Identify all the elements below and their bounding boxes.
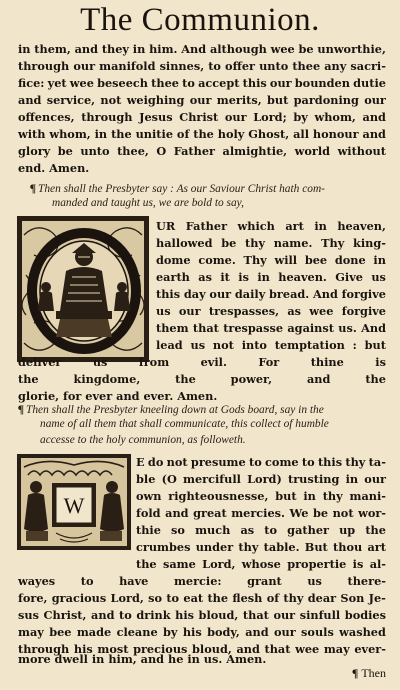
pilcrow-mark: ¶ (30, 181, 36, 195)
word: precious (133, 642, 188, 656)
word: (O (161, 472, 177, 486)
word: thine (310, 355, 344, 369)
text-line (136, 472, 386, 486)
word: thee (151, 76, 179, 90)
word: our (273, 625, 296, 639)
word: under (195, 540, 234, 554)
word: But (304, 540, 328, 554)
word: thie (136, 523, 161, 537)
word: washed (339, 625, 386, 639)
word: Father (173, 144, 215, 158)
word: the (365, 372, 386, 386)
word: may (18, 625, 44, 639)
woodcut-w-ornament (16, 453, 132, 551)
word: the (175, 372, 196, 386)
word: us (156, 304, 171, 318)
word: into (241, 338, 267, 352)
word: : (352, 338, 357, 352)
word: there- (347, 574, 386, 588)
text-line (136, 506, 386, 520)
page-title: The Communion. (80, 2, 320, 38)
text-line (156, 219, 386, 233)
text-line (18, 574, 386, 588)
text-line (18, 127, 386, 141)
word: Father (185, 219, 228, 233)
word: bodies (344, 608, 386, 622)
word: our (224, 110, 247, 124)
word: power, (230, 372, 273, 386)
word: ble (136, 472, 156, 486)
word: made (76, 625, 112, 639)
word: bloud, (192, 642, 232, 656)
word: UR (156, 219, 176, 233)
word: Ghost, (248, 127, 290, 141)
word: whom, (314, 110, 356, 124)
text-line (136, 540, 386, 554)
word: and (362, 127, 386, 141)
word: our (189, 93, 212, 107)
word: with (18, 127, 46, 141)
word: this (317, 455, 343, 469)
word: honour (312, 127, 359, 141)
text-line (156, 236, 386, 250)
word: to (301, 455, 315, 469)
text-line (18, 608, 386, 622)
text-line (18, 110, 386, 124)
word: be (221, 236, 237, 250)
text-line (136, 523, 386, 537)
word: Lord, (110, 591, 144, 605)
word: unto (80, 144, 110, 158)
word: to (264, 523, 278, 537)
word: flesh (232, 591, 263, 605)
word: although (209, 42, 267, 56)
word: Thy (321, 236, 345, 250)
word: Thy (243, 253, 267, 267)
word: thee (292, 59, 321, 73)
word: whom, (49, 127, 91, 141)
word: For (258, 355, 280, 369)
word: wee (295, 642, 320, 656)
word: gather (287, 523, 329, 537)
word: to (248, 455, 262, 469)
word: is (238, 270, 249, 284)
word: Lord, (202, 557, 236, 571)
word: us. (338, 321, 357, 335)
word: through (18, 642, 70, 656)
text-line (136, 455, 386, 469)
pilcrow-mark: ¶ (18, 402, 24, 416)
word: beseech (97, 76, 148, 90)
text-line (18, 144, 386, 158)
word: forgive (341, 287, 386, 301)
word: world (294, 144, 331, 158)
word: king- (353, 236, 386, 250)
text-line (136, 557, 386, 571)
text-line (18, 355, 386, 369)
word: this (156, 287, 181, 301)
word: thy (345, 455, 366, 469)
word: O (156, 144, 167, 158)
word: propertie (287, 557, 347, 571)
word: forgive (341, 304, 386, 318)
word: And (313, 287, 338, 301)
word: thy (322, 489, 343, 503)
word: all (293, 127, 310, 141)
word: to (119, 608, 132, 622)
pilcrow-mark: ¶ (351, 666, 359, 680)
word: fore, (18, 591, 48, 605)
text-line (18, 591, 386, 605)
word: and (18, 93, 42, 107)
text-line (18, 372, 386, 386)
word: dutie (353, 76, 386, 90)
word: wayes (18, 574, 56, 588)
word: And (181, 42, 207, 56)
word: as (240, 523, 255, 537)
word: that (192, 321, 219, 335)
word: thou (333, 540, 363, 554)
woodcut-o-illustration (16, 215, 150, 363)
word: eat (183, 591, 204, 605)
word: And (361, 321, 386, 335)
word: temptation (274, 338, 345, 352)
word: service, (46, 93, 96, 107)
text-line (18, 76, 386, 90)
word: our (364, 472, 386, 486)
word: offences, (18, 110, 75, 124)
word: through (81, 110, 133, 124)
word: is (375, 355, 386, 369)
word: our (273, 608, 296, 622)
word: wee (309, 304, 334, 318)
word: grant (247, 574, 282, 588)
rubric-line: Then shall the Presbyter say : As our Saviour Christ hath com- (38, 183, 325, 195)
word: our (209, 287, 232, 301)
word: most (97, 642, 129, 656)
word: from (138, 355, 170, 369)
word: Christ, (43, 608, 87, 622)
word: souls (301, 625, 334, 639)
text-line (18, 42, 386, 56)
word: thy (238, 540, 259, 554)
word: deliver (18, 355, 62, 369)
word: offer (225, 59, 255, 73)
word: us (92, 355, 108, 369)
word: sus (18, 608, 39, 622)
word: accept (198, 76, 240, 90)
rubric-line: Then shall the Presbyter kneeling down at Gods board, say in the (26, 404, 324, 416)
word: this (242, 76, 267, 90)
word: bloud, (198, 608, 239, 622)
word: bread. (269, 287, 310, 301)
word: our (364, 93, 386, 107)
word: bounden (294, 76, 350, 90)
word: as (198, 270, 212, 284)
word: him. (149, 42, 178, 56)
word: cleane (116, 625, 158, 639)
word: much (195, 523, 231, 537)
word: not (166, 455, 188, 469)
word: Son (340, 591, 365, 605)
word: wee (270, 42, 295, 56)
rubric-line: accesse to the holy communion, as followeth. (40, 434, 246, 446)
word: holy (217, 127, 245, 141)
word: righteousnesse, (168, 489, 269, 503)
word: it (220, 270, 230, 284)
word: kingdome, (73, 372, 141, 386)
word: and (245, 625, 269, 639)
text-line (156, 270, 386, 284)
word: but (364, 338, 386, 352)
word: in (345, 472, 359, 486)
text-line: end. Amen. (18, 161, 90, 175)
word: against (287, 321, 334, 335)
word: heaven. (278, 270, 327, 284)
word: to (166, 591, 180, 605)
word: come. (198, 253, 236, 267)
word: be (57, 144, 73, 158)
word: by (163, 625, 178, 639)
word: be (298, 42, 314, 56)
rubric-line: name of all them that shall communicate, this collect of humble (40, 418, 329, 430)
text-line (18, 625, 386, 639)
word: in (373, 253, 386, 267)
word: the (207, 591, 229, 605)
text-line (156, 338, 386, 352)
word: crumbes (136, 540, 191, 554)
word: us (307, 574, 322, 588)
word: of (176, 127, 190, 141)
text-line (156, 253, 386, 267)
word: do (147, 455, 164, 469)
word: and (165, 506, 189, 520)
word: his (73, 642, 93, 656)
word: daily (234, 287, 266, 301)
word: them (156, 321, 189, 335)
word: and (362, 110, 386, 124)
word: glory (18, 144, 51, 158)
rubric-line: manded and taught us, we are bold to say, (52, 197, 244, 209)
text-line: more dwell in him, and he in us. Amen. (18, 652, 267, 666)
word: and (236, 642, 260, 656)
word: without (337, 144, 386, 158)
word: almightie, (222, 144, 288, 158)
word: his (175, 608, 194, 622)
word: our (178, 304, 201, 318)
word: of (266, 591, 280, 605)
word: Give (335, 270, 363, 284)
word: yet (47, 76, 67, 90)
word: thee, (117, 144, 149, 158)
word: Lord; (253, 110, 287, 124)
word: wor- (358, 506, 386, 520)
word: weighing (126, 93, 185, 107)
woodcut-initial-w (16, 453, 132, 551)
word: body, (207, 625, 240, 639)
text-line (136, 489, 386, 503)
word: bee (304, 253, 328, 267)
word: so (148, 591, 163, 605)
word: trusting (288, 472, 340, 486)
word: great (193, 506, 227, 520)
text-line: glorie, for ever and ever. Amen. (18, 389, 218, 403)
word: We (289, 506, 309, 520)
word: fold (136, 506, 161, 520)
word: bee (49, 625, 72, 639)
word: to (80, 574, 94, 588)
woodcut-initial-o (16, 215, 150, 363)
word: heaven, (337, 219, 386, 233)
word: fice: (18, 76, 45, 90)
word: unitie (135, 127, 174, 141)
text-line (18, 59, 386, 73)
word: and (74, 42, 99, 56)
text-line (156, 304, 386, 318)
word: in (94, 127, 108, 141)
word: gracious (51, 591, 107, 605)
word: that (242, 608, 269, 622)
word: and (306, 372, 331, 386)
word: Je- (368, 591, 386, 605)
word: have (119, 574, 149, 588)
word: not (332, 506, 354, 520)
word: dome (156, 253, 191, 267)
word: they (101, 42, 129, 56)
word: mercies. (231, 506, 285, 520)
word: day (183, 287, 206, 301)
text-line (156, 287, 386, 301)
word: table. (263, 540, 300, 554)
word: ever- (354, 642, 386, 656)
word: not (212, 338, 234, 352)
word: own (136, 489, 162, 503)
word: come (265, 455, 299, 469)
word: ta- (368, 455, 386, 469)
word: lead (156, 338, 183, 352)
word: presume (190, 455, 246, 469)
word: his (182, 625, 202, 639)
word: Lord) (247, 472, 282, 486)
word: drink (136, 608, 171, 622)
word: not (100, 93, 122, 107)
word: to (182, 76, 195, 90)
word: sinfull (299, 608, 341, 622)
word: in (18, 42, 31, 56)
word: in (303, 489, 316, 503)
word: thy (245, 236, 266, 250)
word: manifold (99, 59, 156, 73)
word: that (264, 642, 291, 656)
word: be (312, 506, 329, 520)
word: through (18, 59, 70, 73)
word: may (323, 642, 350, 656)
text-line (156, 321, 386, 335)
word: mercifull (182, 472, 241, 486)
word: our (269, 76, 292, 90)
word: hallowed (156, 236, 213, 250)
word: the (365, 523, 386, 537)
word: our (73, 59, 96, 73)
word: unto (259, 59, 289, 73)
initial-w-letter: W (63, 493, 85, 518)
word: the (18, 372, 39, 386)
word: them, (34, 42, 71, 56)
word: E (136, 455, 145, 469)
word: merits, (216, 93, 262, 107)
word: is (352, 557, 364, 571)
word: us (371, 270, 386, 284)
word: art (367, 540, 386, 554)
word: al- (369, 557, 386, 571)
word: art (285, 219, 304, 233)
word: sinnes, (159, 59, 205, 73)
word: and (91, 608, 115, 622)
word: thy (283, 591, 304, 605)
catchword (352, 666, 386, 681)
word: done (334, 253, 366, 267)
word: by (293, 110, 308, 124)
word: us (190, 338, 206, 352)
word: so (171, 523, 185, 537)
word: up (339, 523, 356, 537)
word: Jesus (139, 110, 173, 124)
word: but (275, 489, 297, 503)
word: in (132, 42, 146, 56)
word: mani- (349, 489, 386, 503)
word: but (266, 93, 289, 107)
word: will (274, 253, 298, 267)
word: any (324, 59, 347, 73)
word: evil. (200, 355, 227, 369)
text-line (18, 93, 386, 107)
word: mercie: (173, 574, 222, 588)
word: the (111, 127, 132, 141)
word: earth (156, 270, 190, 284)
word: in (314, 219, 327, 233)
word: same (162, 557, 196, 571)
word: the (136, 557, 157, 571)
word: in (257, 270, 270, 284)
word: whose (241, 557, 281, 571)
word: trespasse (223, 321, 284, 335)
word: to (208, 59, 221, 73)
word: pardoning (293, 93, 359, 107)
catchword-text: Then (361, 666, 386, 680)
word: dear (307, 591, 337, 605)
word: as (287, 304, 301, 318)
word: the (193, 127, 214, 141)
word: name. (273, 236, 313, 250)
word: unworthie, (317, 42, 386, 56)
word: trespasses, (208, 304, 280, 318)
word: which (237, 219, 275, 233)
word: sacri- (350, 59, 386, 73)
word: Christ (179, 110, 219, 124)
word: wee (69, 76, 94, 90)
